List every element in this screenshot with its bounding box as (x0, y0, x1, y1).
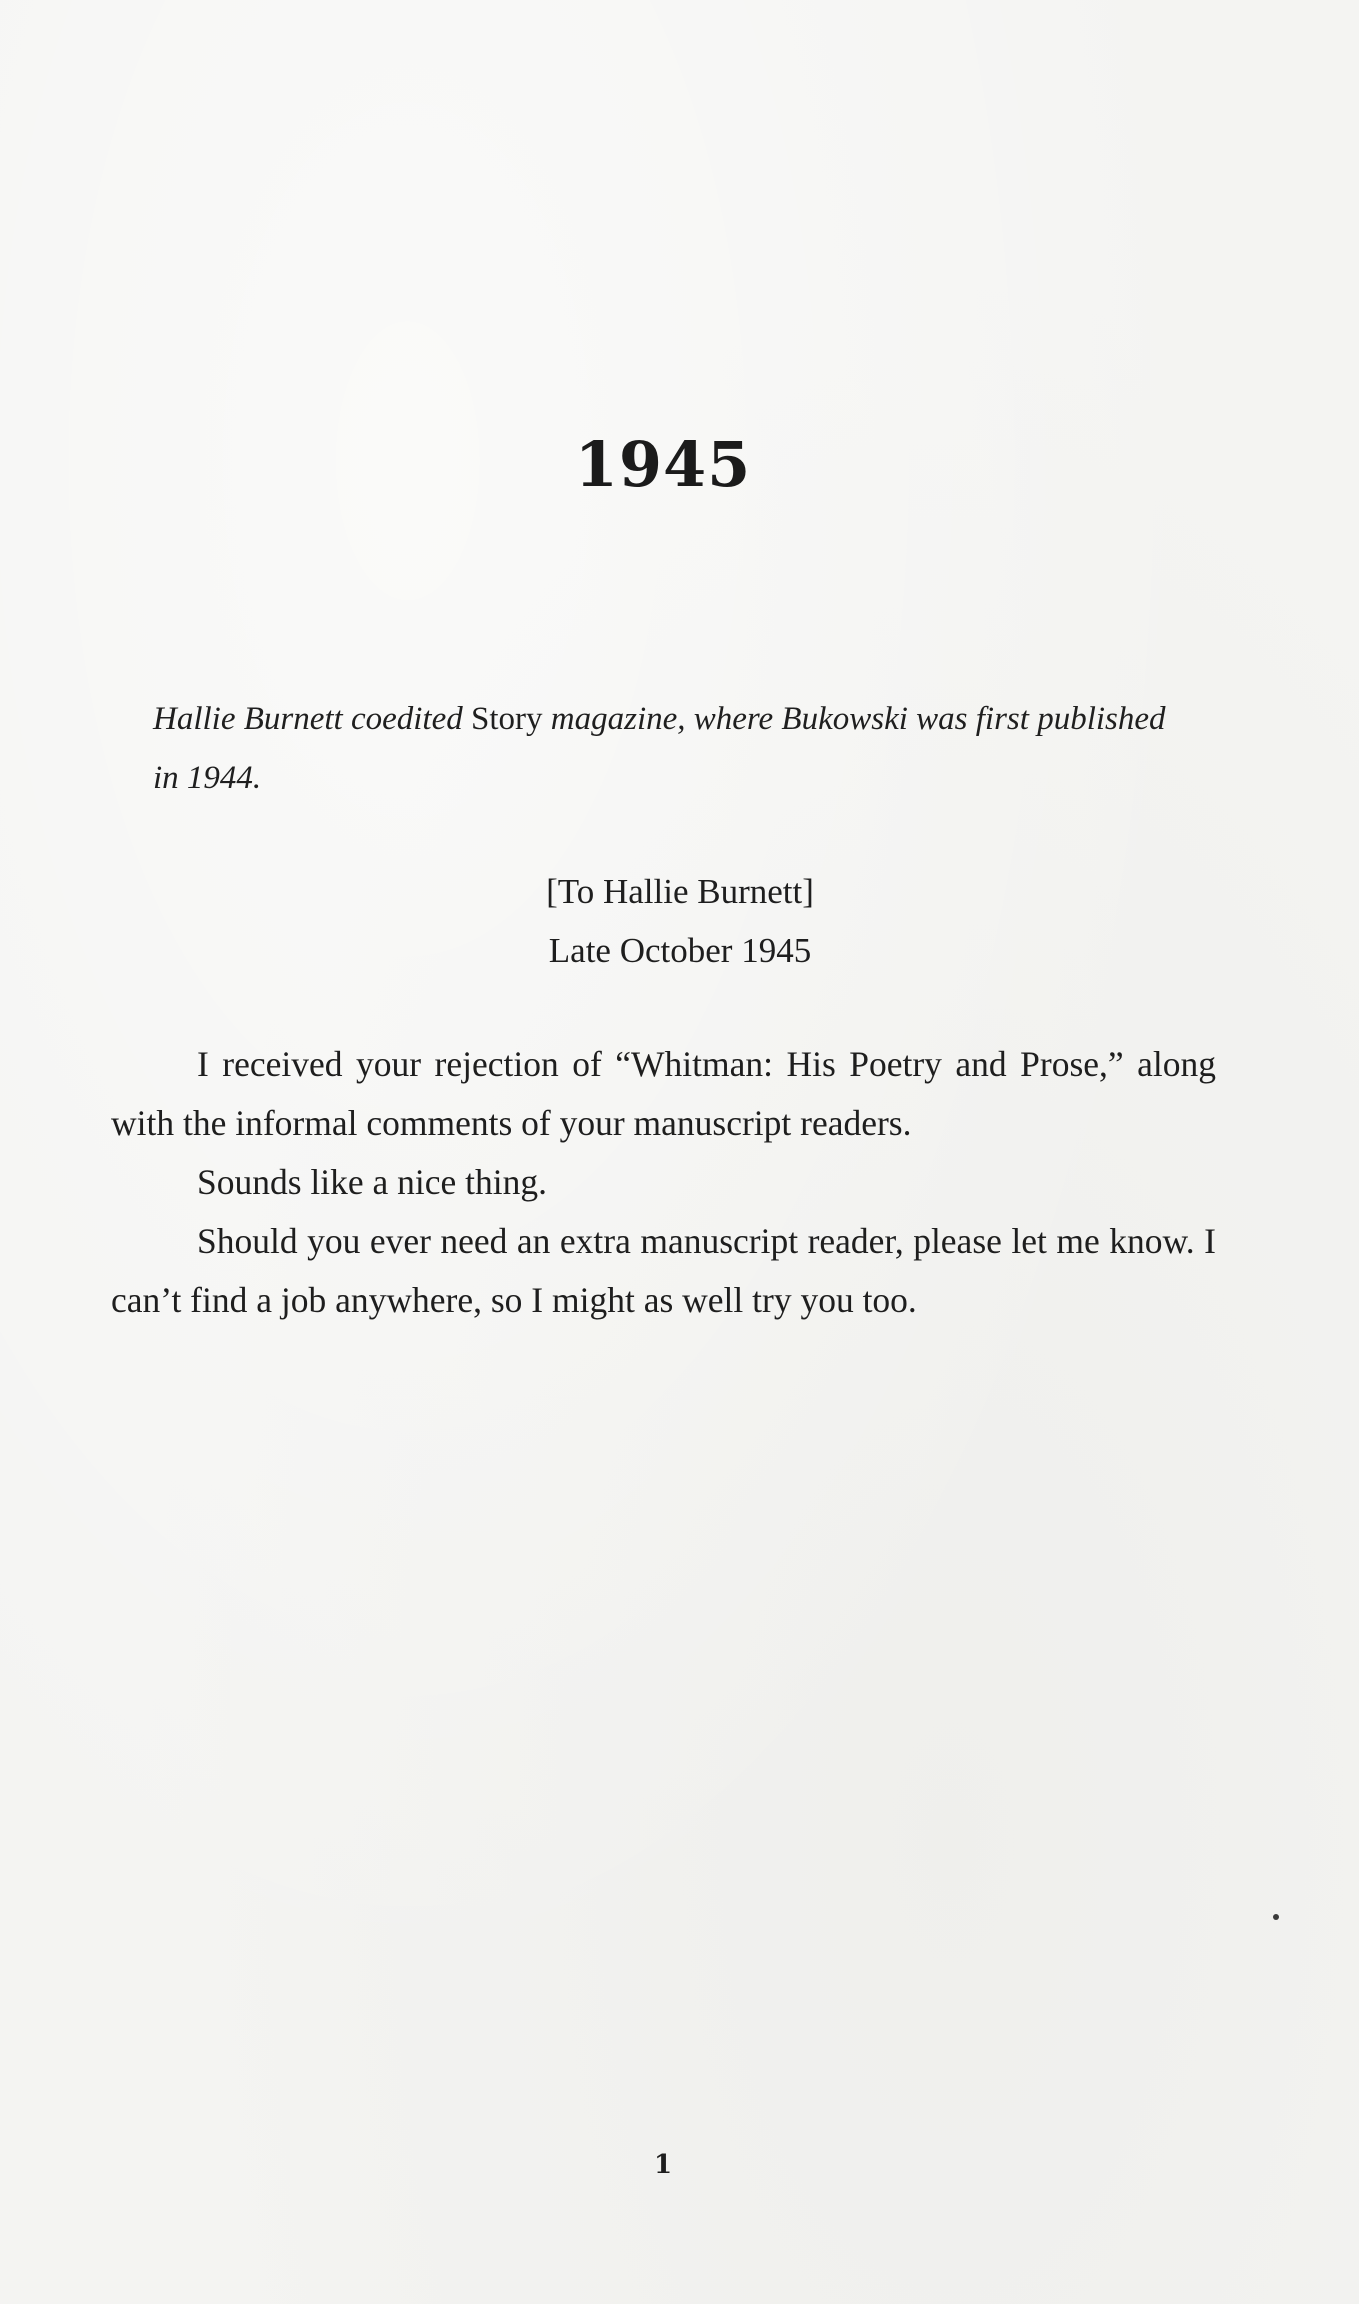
letter-header (480, 862, 880, 980)
editorial-note-lead: Hallie Burnett coedited (153, 701, 471, 737)
letter-paragraph: I received your rejection of “Whitman: His Poetry and Prose,” along with the informal comments of your manuscript readers. (111, 1044, 1216, 1143)
editorial-note (153, 690, 1178, 808)
editorial-note-rest: magazine, where Bukowski was first published in 1944. (153, 701, 1166, 796)
letter-paragraph: Should you ever need an extra manuscript reader, please let me know. I can’t find a job anywhere, so I might as well try you too. (111, 1221, 1216, 1320)
letter-recipient: [To Hallie Burnett] (546, 872, 814, 911)
letter-body (111, 1035, 1216, 1330)
magazine-title: Story (471, 701, 543, 737)
chapter-year-heading: 1945 (574, 428, 752, 501)
letter-date: Late October 1945 (548, 931, 812, 970)
page-number: 1 (653, 2150, 673, 2180)
letter-paragraph: Sounds like a nice thing. (197, 1162, 548, 1202)
paper-speck (1273, 1914, 1279, 1920)
